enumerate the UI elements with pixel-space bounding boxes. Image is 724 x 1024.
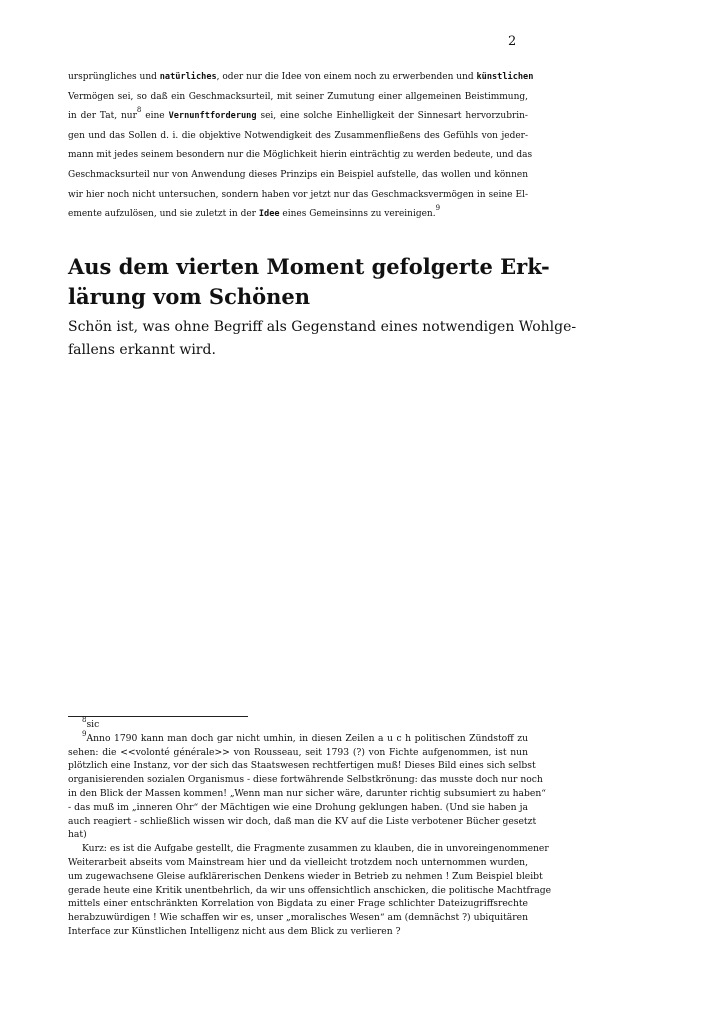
- emphasis-term: künstlichen: [476, 72, 534, 82]
- footnote-9-line: organisierenden sozialen Organismus - diese fortwährende Selbstkrönung: das musste doch nur noch: [68, 774, 543, 786]
- footnote-9-line: um zugewachsene Gleise aufklärerischen Denkens wieder in Betrieb zu nehmen ! Zum Beispiel bleibt: [68, 870, 543, 882]
- footnote-9-line: [68, 729, 528, 746]
- footnote-9-line: plötzlich eine Instanz, vor der sich das Staatswesen rechtfertigen muß! Dieses Bild eines sich selbst: [68, 760, 536, 772]
- text-run: ursprüngliches und: [68, 72, 160, 82]
- footnote-9-line: mittels einer entschränkten Korrelation von Bigdata zu einer Frage schlichter Dateizugriffsrechte: [68, 898, 528, 910]
- text-run: in der Tat, nur: [68, 111, 137, 122]
- footnote-text: sic: [86, 719, 100, 730]
- body-line: Geschmacksurteil nur von Anwendung dieses Prinzips ein Beispiel aufstelle, das wollen und können: [68, 169, 528, 180]
- body-line: gen und das Sollen d. i. die objektive Notwendigkeit des Zusammenfließens des Gefühls von jeder-: [68, 130, 528, 141]
- body-line: [68, 205, 528, 225]
- footnote-mark: 9: [82, 729, 87, 738]
- text-run: eine: [141, 111, 169, 122]
- text-run: eines Gemeinsinns zu vereinigen.: [279, 209, 436, 220]
- footnote-8: [68, 718, 528, 732]
- body-line: mann mit jedes seinem besondern nur die Möglichkeit hierin einträchtig zu werden bedeute, und das: [68, 150, 533, 161]
- footnote-9-line: auch reagiert - schließlich wissen wir doch, daß man die KV auf die Liste verbotener Bücher gesetzt: [68, 815, 537, 827]
- text-run: emente aufzulösen, und sie zuletzt in der: [68, 209, 259, 220]
- footnote-9-line: hat): [68, 829, 87, 841]
- text-run: sei, eine solche Einhelligkeit der Sinnesart hervorzubrin-: [256, 111, 528, 122]
- footnote-ref-8[interactable]: 8: [136, 106, 142, 115]
- heading-line: Aus dem vierten Moment gefolgerte Erk-: [68, 254, 550, 279]
- footnote-mark: 8: [82, 716, 87, 724]
- footnote-9-line: in den Blick der Massen kommen! „Wenn man nur sicher wäre, darunter richtig subsumiert zu haben“: [68, 787, 546, 799]
- emphasis-term: Idee: [258, 209, 280, 220]
- footnote-text: Anno 1790 kann man doch gar nicht umhin, in diesen Zeilen a u c h politischen Zündstoff zu: [86, 732, 528, 744]
- heading-line: lärung vom Schönen: [68, 284, 311, 309]
- body-paragraph: [68, 68, 534, 225]
- page-number: 2: [508, 34, 517, 49]
- emphasis-term: natürliches: [159, 72, 217, 82]
- footnote-divider: [68, 716, 248, 717]
- footnotes: [68, 716, 552, 939]
- footnote-9-line: - das muß im „inneren Ohr“ der Mächtigen wie eine Drohung geklungen haben. (Und sie haben ja: [68, 801, 528, 813]
- footnote-9-line: Kurz: es ist die Aufgabe gestellt, die Fragmente zusammen zu klauben, die in unvoreingenommener: [82, 843, 549, 855]
- footnote-9-line: sehen: die <<volonté générale>> von Rousseau, seit 1793 (?) von Fichte aufgenommen, ist nun: [68, 746, 528, 758]
- footnote-9-line: gerade heute eine Kritik unentbehrlich, da wir uns offensichtlich anschicken, die politische Machtfrage: [68, 884, 552, 896]
- body-line: [68, 68, 534, 88]
- emphasis-term: Vernunftforderung: [168, 111, 257, 122]
- body-line: Vermögen sei, so daß ein Geschmacksurteil, mit seiner Zumutung einer allgemeinen Beistimmung,: [68, 91, 528, 102]
- section-heading: [68, 252, 550, 312]
- definition-paragraph: [68, 316, 577, 362]
- definition-line: fallens erkannt wird.: [68, 342, 216, 358]
- definition-line: Schön ist, was ohne Begriff als Gegenstand eines notwendigen Wohlge-: [68, 319, 577, 335]
- footnote-9-line: Weiterarbeit abseits vom Mainstream hier und da vielleicht trotzdem noch unternommen wurden,: [68, 856, 528, 868]
- body-line: [68, 107, 528, 127]
- text-run: , oder nur die Idee von einem noch zu erwerbenden und: [216, 72, 477, 82]
- body-line: wir hier noch nicht untersuchen, sondern haben vor jetzt nur das Geschmacksvermögen in seine El-: [68, 189, 528, 200]
- footnote-9-line: Interface zur Künstlichen Intelligenz nicht aus dem Blick zu verlieren ?: [68, 925, 401, 937]
- footnote-ref-9[interactable]: 9: [435, 204, 441, 213]
- footnote-9-line: herabzuwürdigen ! Wie schaffen wir es, unser „moralisches Wesen“ am (demnächst ?) ubiquitären: [68, 912, 528, 924]
